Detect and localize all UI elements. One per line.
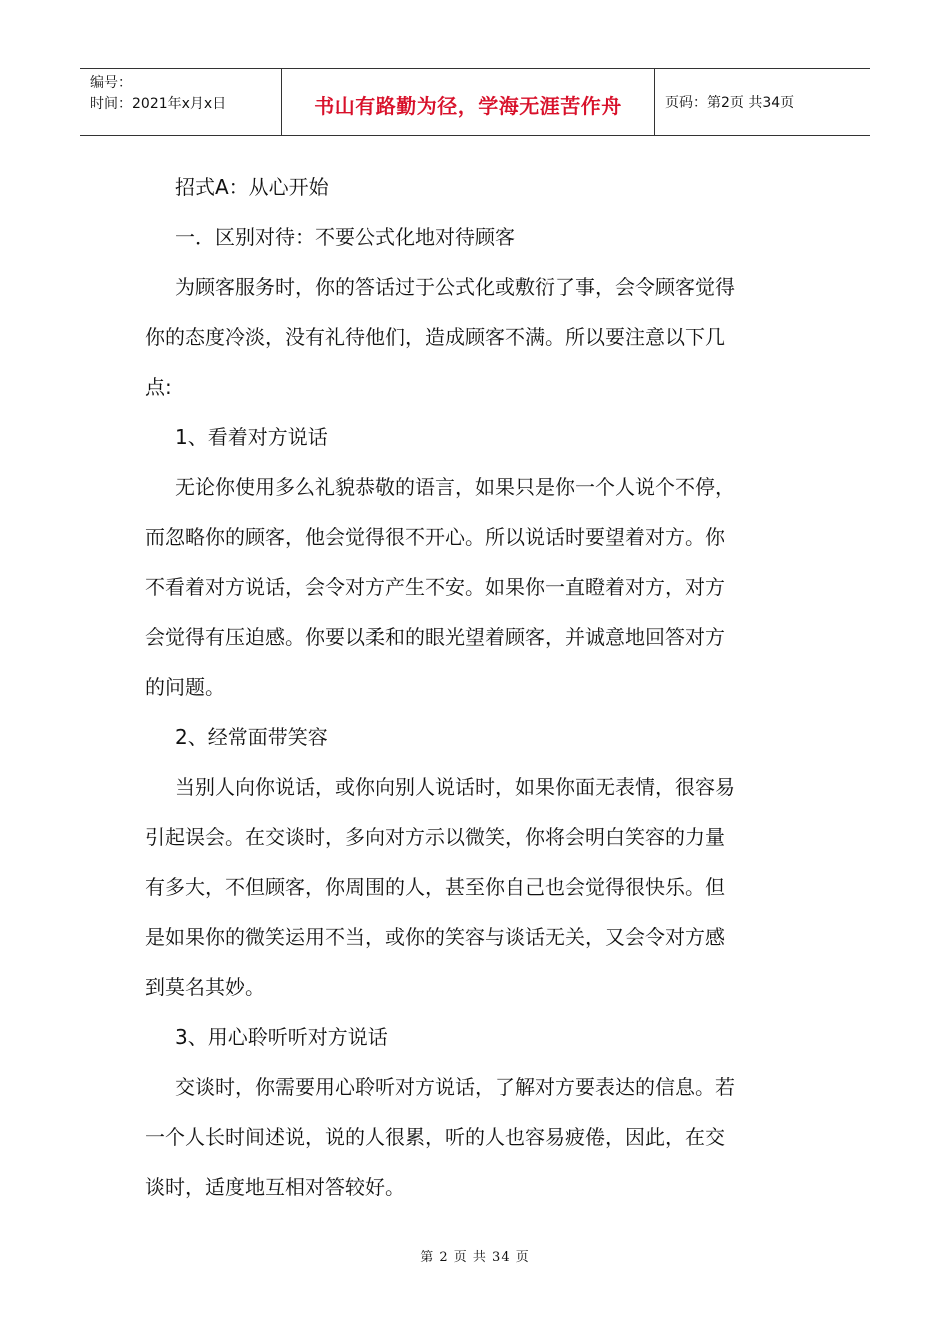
header-page-info-cell (655, 69, 870, 135)
header-motto: 书山有路勤为径，学海无涯苦作舟 (314, 93, 622, 118)
page-footer: 第 2 页 共 34 页 (420, 1250, 530, 1265)
paragraph-line: 是如果你的微笑运用不当，或你的笑容与谈话无关，又会令对方感 (145, 925, 725, 949)
point-heading: 3、用心聆听听对方说话 (175, 1025, 388, 1049)
paragraph-line: 你的态度冷淡，没有礼待他们，造成顾客不满。所以要注意以下几 (145, 325, 725, 349)
paragraph-line: 到莫名其妙。 (145, 975, 265, 999)
paragraph-line: 交谈时，你需要用心聆听对方说话，了解对方要表达的信息。若 (175, 1075, 735, 1099)
header-motto-cell (282, 69, 655, 135)
paragraph-line: 谈时，适度地互相对答较好。 (145, 1175, 405, 1199)
paragraph-line: 无论你使用多么礼貌恭敬的语言，如果只是你一个人说个不停， (175, 475, 735, 499)
paragraph-line: 而忽略你的顾客，他会觉得很不开心。所以说话时要望着对方。你 (145, 525, 725, 549)
document-body (145, 162, 807, 1212)
paragraph-line: 的问题。 (145, 675, 225, 699)
document-header (80, 68, 870, 136)
date-label: 时间：2021年x月x日 (90, 96, 227, 112)
paragraph-line: 一个人长时间述说，说的人很累，听的人也容易疲倦，因此，在交 (145, 1125, 725, 1149)
section-title: 招式A：从心开始 (175, 175, 329, 199)
paragraph-line: 引起误会。在交谈时，多向对方示以微笑，你将会明白笑容的力量 (145, 825, 725, 849)
subsection-heading: 一．区别对待：不要公式化地对待顾客 (175, 225, 515, 249)
paragraph-line: 有多大，不但顾客，你周围的人，甚至你自己也会觉得很快乐。但 (145, 875, 725, 899)
paragraph-line: 当别人向你说话，或你向别人说话时，如果你面无表情，很容易 (175, 775, 735, 799)
header-meta (80, 69, 282, 135)
point-heading: 2、经常面带笑容 (175, 725, 328, 749)
serial-number-label: 编号： (90, 75, 132, 91)
paragraph-line: 为顾客服务时，你的答话过于公式化或敷衍了事，会令顾客觉得 (175, 275, 735, 299)
paragraph-line: 不看着对方说话，会令对方产生不安。如果你一直瞪着对方，对方 (145, 575, 725, 599)
paragraph-line: 会觉得有压迫感。你要以柔和的眼光望着顾客，并诚意地回答对方 (145, 625, 725, 649)
point-heading: 1、看着对方说话 (175, 425, 328, 449)
header-page-info: 页码：第2页 共34页 (665, 95, 795, 111)
paragraph-line: 点: (145, 375, 172, 399)
